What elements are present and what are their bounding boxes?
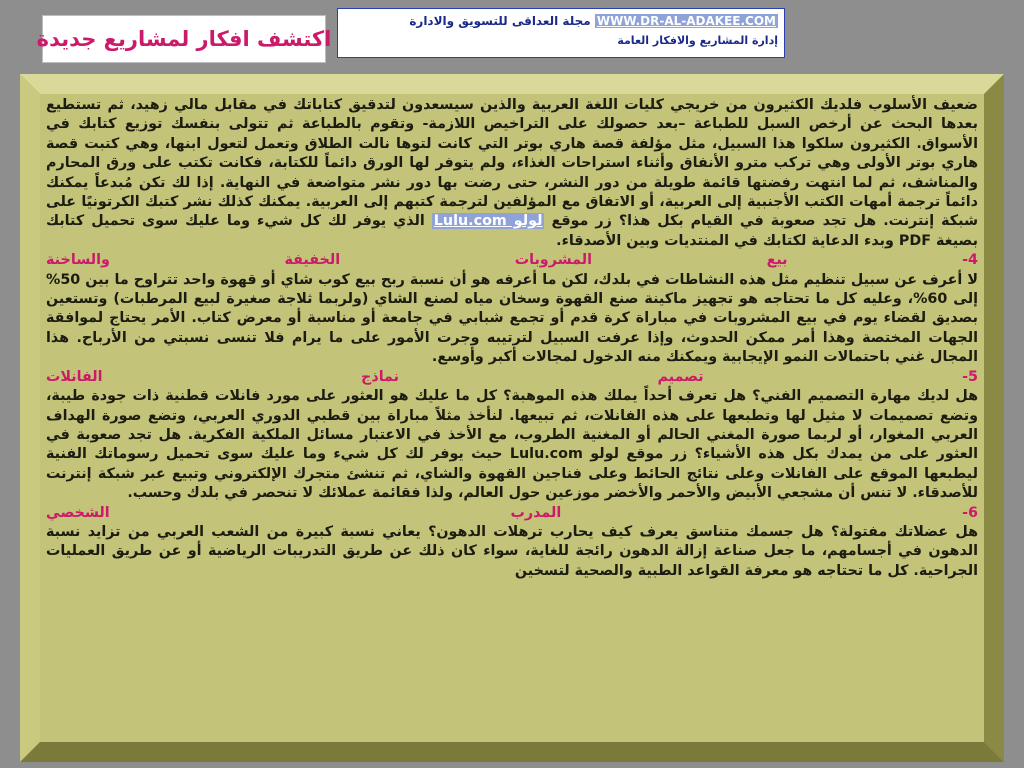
section-body: لا أعرف عن سبيل تنظيم مثل هذه النشاطات في بلدك، لكن ما أعرفه هو أن نسبة ربح بيع كوب شاي أو قهوة واحد تتراوح ما بين 50% إلى 60%، وعليه كل ما تحتاجه هو تجهيز ماكينة صنع القهوة وسخان مياه لصنع الشاي (ولربما ثلاجة صغيرة لبيع المرطبات) وتستعين بصديق لقضاء يوم في بيع المشروبات في مباراة كرة قدم أو تجمع شبابي في جامعة أو مناسبة أو معرض كتاب. الأمر يحتاج لموافقة الجهات المختصة وهذا أمر ممكن الحدوث، وإذا عرفت السبيل لترتيبه وجرت الأمور على ما يرام فلا تنسى نسبتي من الأرباح. هذا المجال غني باحتمالات النمو الإيجابية ويمكنك منه الدخول لمجالات أكبر وأوسع. xyxy=(46,271,978,366)
panel-bevel-right xyxy=(984,74,1004,762)
heading-word: المدرب xyxy=(510,504,562,521)
heading-word: الخفيفة xyxy=(284,252,341,269)
heading-word: الشخصي xyxy=(46,504,110,521)
heading-word: الفانلات xyxy=(46,368,103,385)
magazine-name: مجلة العداقى للتسويق والادارة xyxy=(409,14,591,28)
panel-bevel-left xyxy=(20,74,40,762)
header-line xyxy=(344,12,778,30)
site-header-box xyxy=(337,8,785,58)
heading-word: المشروبات xyxy=(514,252,592,269)
intro-tail-text: الذي يوفر لك كل شيء وما عليك سوى تحميل كتابك بصيغة PDF وبدء الدعاية لكتابك في المنتديات وبين الأصدقاء. xyxy=(46,213,978,249)
panel-bevel-top xyxy=(20,74,1004,94)
article-body xyxy=(40,94,984,581)
lulu-link[interactable]: لولو Lulu.com xyxy=(433,213,543,230)
section-body: هل لديك مهارة التصميم الفني؟ هل تعرف أحداً يملك هذه الموهبة؟ كل ما عليك هو العثور على مورد فانلات قطنية ذات جودة طيبة، وتضع تصميمات لا مثيل لها وتطبعها على هذه الفانلات، ثم تبيعها. لنأخذ مثلاً مباراة بين قطبي الدوري العربي، وتضع صورة الهداف العربي المغوار، أو لربما صورة المغني الحالم أو المغنية الطروب، مع الأخذ في الاعتبار مسائل الملكية الفكرية. هل تجد صعوبة في العثور على من يمدك بكل هذه الأشياء؟ زر موقع لولو Lulu.com حيث يوفر لك كل شيء وما عليك سوى تحميل رسوماتك الفنية ليطبعها الموقع على الفانلات وعلى نتائج الحائط وعلى فناجين القهوة والشاي، ثم تنشئ متجرك الإلكتروني وتبيع عبر شبكة إنترنت للأصدقاء. لا تنس أن مشجعي الأبيض والأحمر والأخضر موزعين حول العالم، ولذا فقائمة عملائك لا تنحصر في بلدك وحسب. xyxy=(46,388,978,502)
page-title-box xyxy=(36,15,332,63)
heading-word: بيع xyxy=(766,252,788,269)
section-heading xyxy=(46,251,978,270)
heading-word: 4- xyxy=(962,252,978,269)
content-panel xyxy=(40,94,984,742)
heading-word: 6- xyxy=(962,504,978,521)
heading-word: 5- xyxy=(962,368,978,385)
heading-word: نماذج xyxy=(361,368,400,385)
section-body: هل عضلاتك مفتولة؟ هل جسمك متناسق يعرف كيف يحارب ترهلات الدهون؟ يعاني نسبة كبيرة من الشعب العربي من تزايد نسبة الدهون في أجسامهم، ما جعل صناعة إزالة الدهون رائجة للغاية، سواء كان ذلك عن طريق التدريبات الرياضية أو عن طريق العمليات الجراحية. كل ما تحتاجه هو معرفة القواعد الطبية والصحية لتسخين xyxy=(46,523,978,579)
intro-paragraph xyxy=(46,96,978,251)
site-url-link[interactable]: WWW.DR-AL-ADAKEE.COM xyxy=(596,14,776,28)
heading-word: والساخنة xyxy=(46,252,110,269)
heading-word: تصميم xyxy=(657,368,704,385)
section-heading xyxy=(46,504,978,523)
header-subtitle: إدارة المشاريع والافكار العامة xyxy=(617,34,778,47)
page-title: اكتشف افكار لمشاريع جديدة xyxy=(36,27,332,51)
intro-text: ضعيف الأسلوب فلديك الكثيرون من خريجي كليات اللغة العربية والذين سيسعدون لتدقيق كتاباتك في مقابل مالي زهيد، ثم تستطيع بعدها البحث عن أرخص السبل للطباعة –بعد حصولك على التراخيص اللازمة- وتقوم بالطباعة ثم تتولى بنفسك توزيع كتابك في الأسواق. الكثيرون سلكوا هذا السبيل، مثل مؤلفة قصة هاري بوتر التي كانت لتوها نالت الطلاق وتعمل لتعول ابنها، وهي كتبت قصة هاري بوتر الأولى وهي تركب مترو الأنفاق وأثناء استراحات الغذاء، ولم يتوفر لها الورق دائماً للكتابة، فكانت تكتب على ورق المحارم والمناشف، ثم لما انتهت رفضتها قائمة طويلة من دور النشر، حتى رضت بها دور نشر متواضعة في النهاية. إذا لك تكن مُبدعاً يمكنك دائماً ترجمة أمهات الكتب الأجنبية إلى العربية، أو الاتفاق مع المؤلفين لترجمة كتبهم إلى العربية. يمكنك كذلك نشر كتبك الكرتونيًا على شبكة إنترنت. هل تجد صعوبة في القيام بكل هذا؟ زر موقع xyxy=(46,97,978,230)
panel-bevel-bottom xyxy=(20,742,1004,762)
section-heading xyxy=(46,368,978,387)
